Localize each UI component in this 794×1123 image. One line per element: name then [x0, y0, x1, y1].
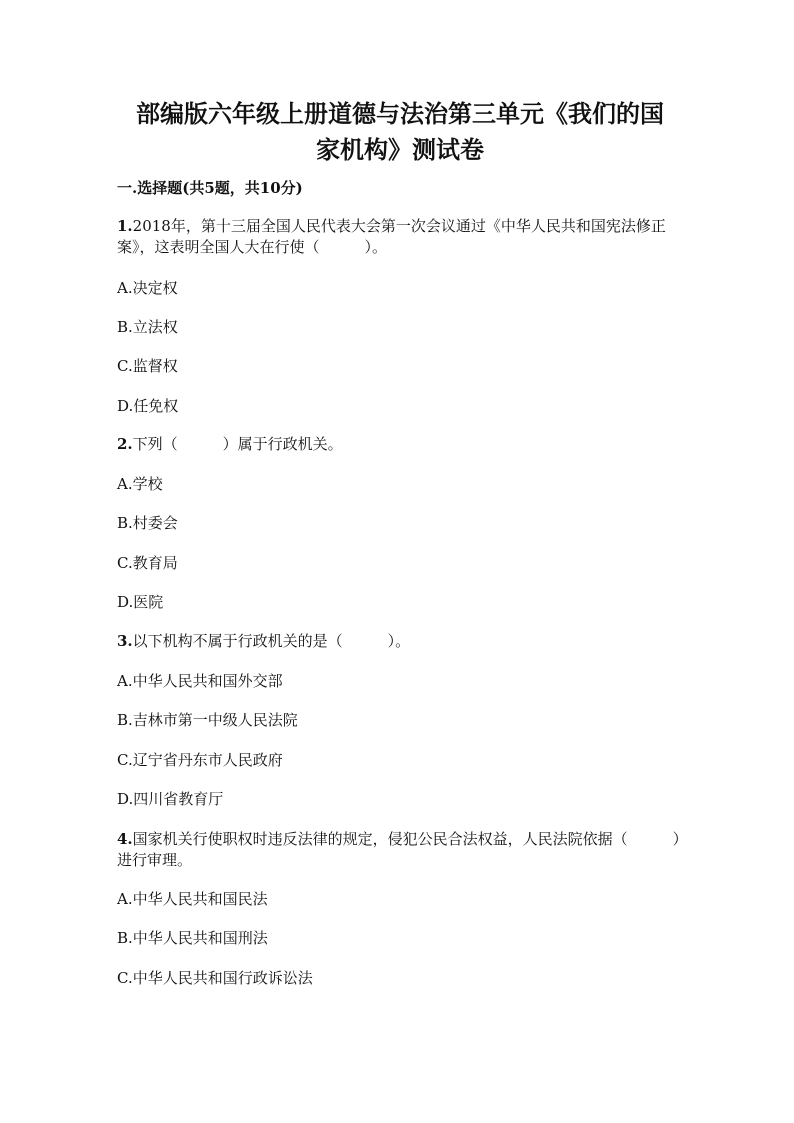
- section-heading: 一.选择题(共5题，共10分): [117, 179, 303, 197]
- option-4a: A.中华人民共和国民法: [117, 890, 268, 908]
- option-1b: B.立法权: [117, 318, 178, 336]
- question-4: [117, 829, 682, 871]
- question-number: 2.: [117, 435, 133, 453]
- option-1d: D.任免权: [117, 397, 179, 415]
- option-3d: D.四川省教育厅: [117, 790, 224, 808]
- question-2: [117, 434, 682, 455]
- option-3b: B.吉林市第一中级人民法院: [117, 711, 298, 729]
- option-2c: C.教育局: [117, 554, 178, 572]
- option-3a: A.中华人民共和国外交部: [117, 672, 283, 690]
- document-title: [120, 96, 680, 168]
- question-number: 1.: [117, 217, 133, 235]
- option-1c: C.监督权: [117, 357, 178, 375]
- question-3: [117, 631, 682, 652]
- option-1a: A.决定权: [117, 279, 178, 297]
- option-3c: C.辽宁省丹东市人民政府: [117, 751, 283, 769]
- option-4b: B.中华人民共和国刑法: [117, 929, 268, 947]
- question-number: 4.: [117, 830, 133, 848]
- question-text: 下列（ ）属于行政机关。: [132, 435, 343, 453]
- option-2b: B.村委会: [117, 514, 178, 532]
- question-text: 2018年，第十三届全国人民代表大会第一次会议通过《中华人民共和国宪法修正案》，这表明全国人大在行使（ ）。: [117, 217, 666, 256]
- question-text: 国家机关行使职权时违反法律的规定，侵犯公民合法权益，人民法院依据（ ）进行审理。: [117, 830, 681, 869]
- title-line-1: 部编版六年级上册道德与法治第三单元《我们的国: [136, 99, 664, 128]
- question-text: 以下机构不属于行政机关的是（ ）。: [132, 632, 411, 650]
- title-line-2: 家机构》测试卷: [316, 135, 484, 164]
- question-1: [117, 216, 682, 258]
- option-2d: D.医院: [117, 593, 164, 611]
- option-4c: C.中华人民共和国行政诉讼法: [117, 969, 313, 987]
- question-number: 3.: [117, 632, 133, 650]
- option-2a: A.学校: [117, 475, 163, 493]
